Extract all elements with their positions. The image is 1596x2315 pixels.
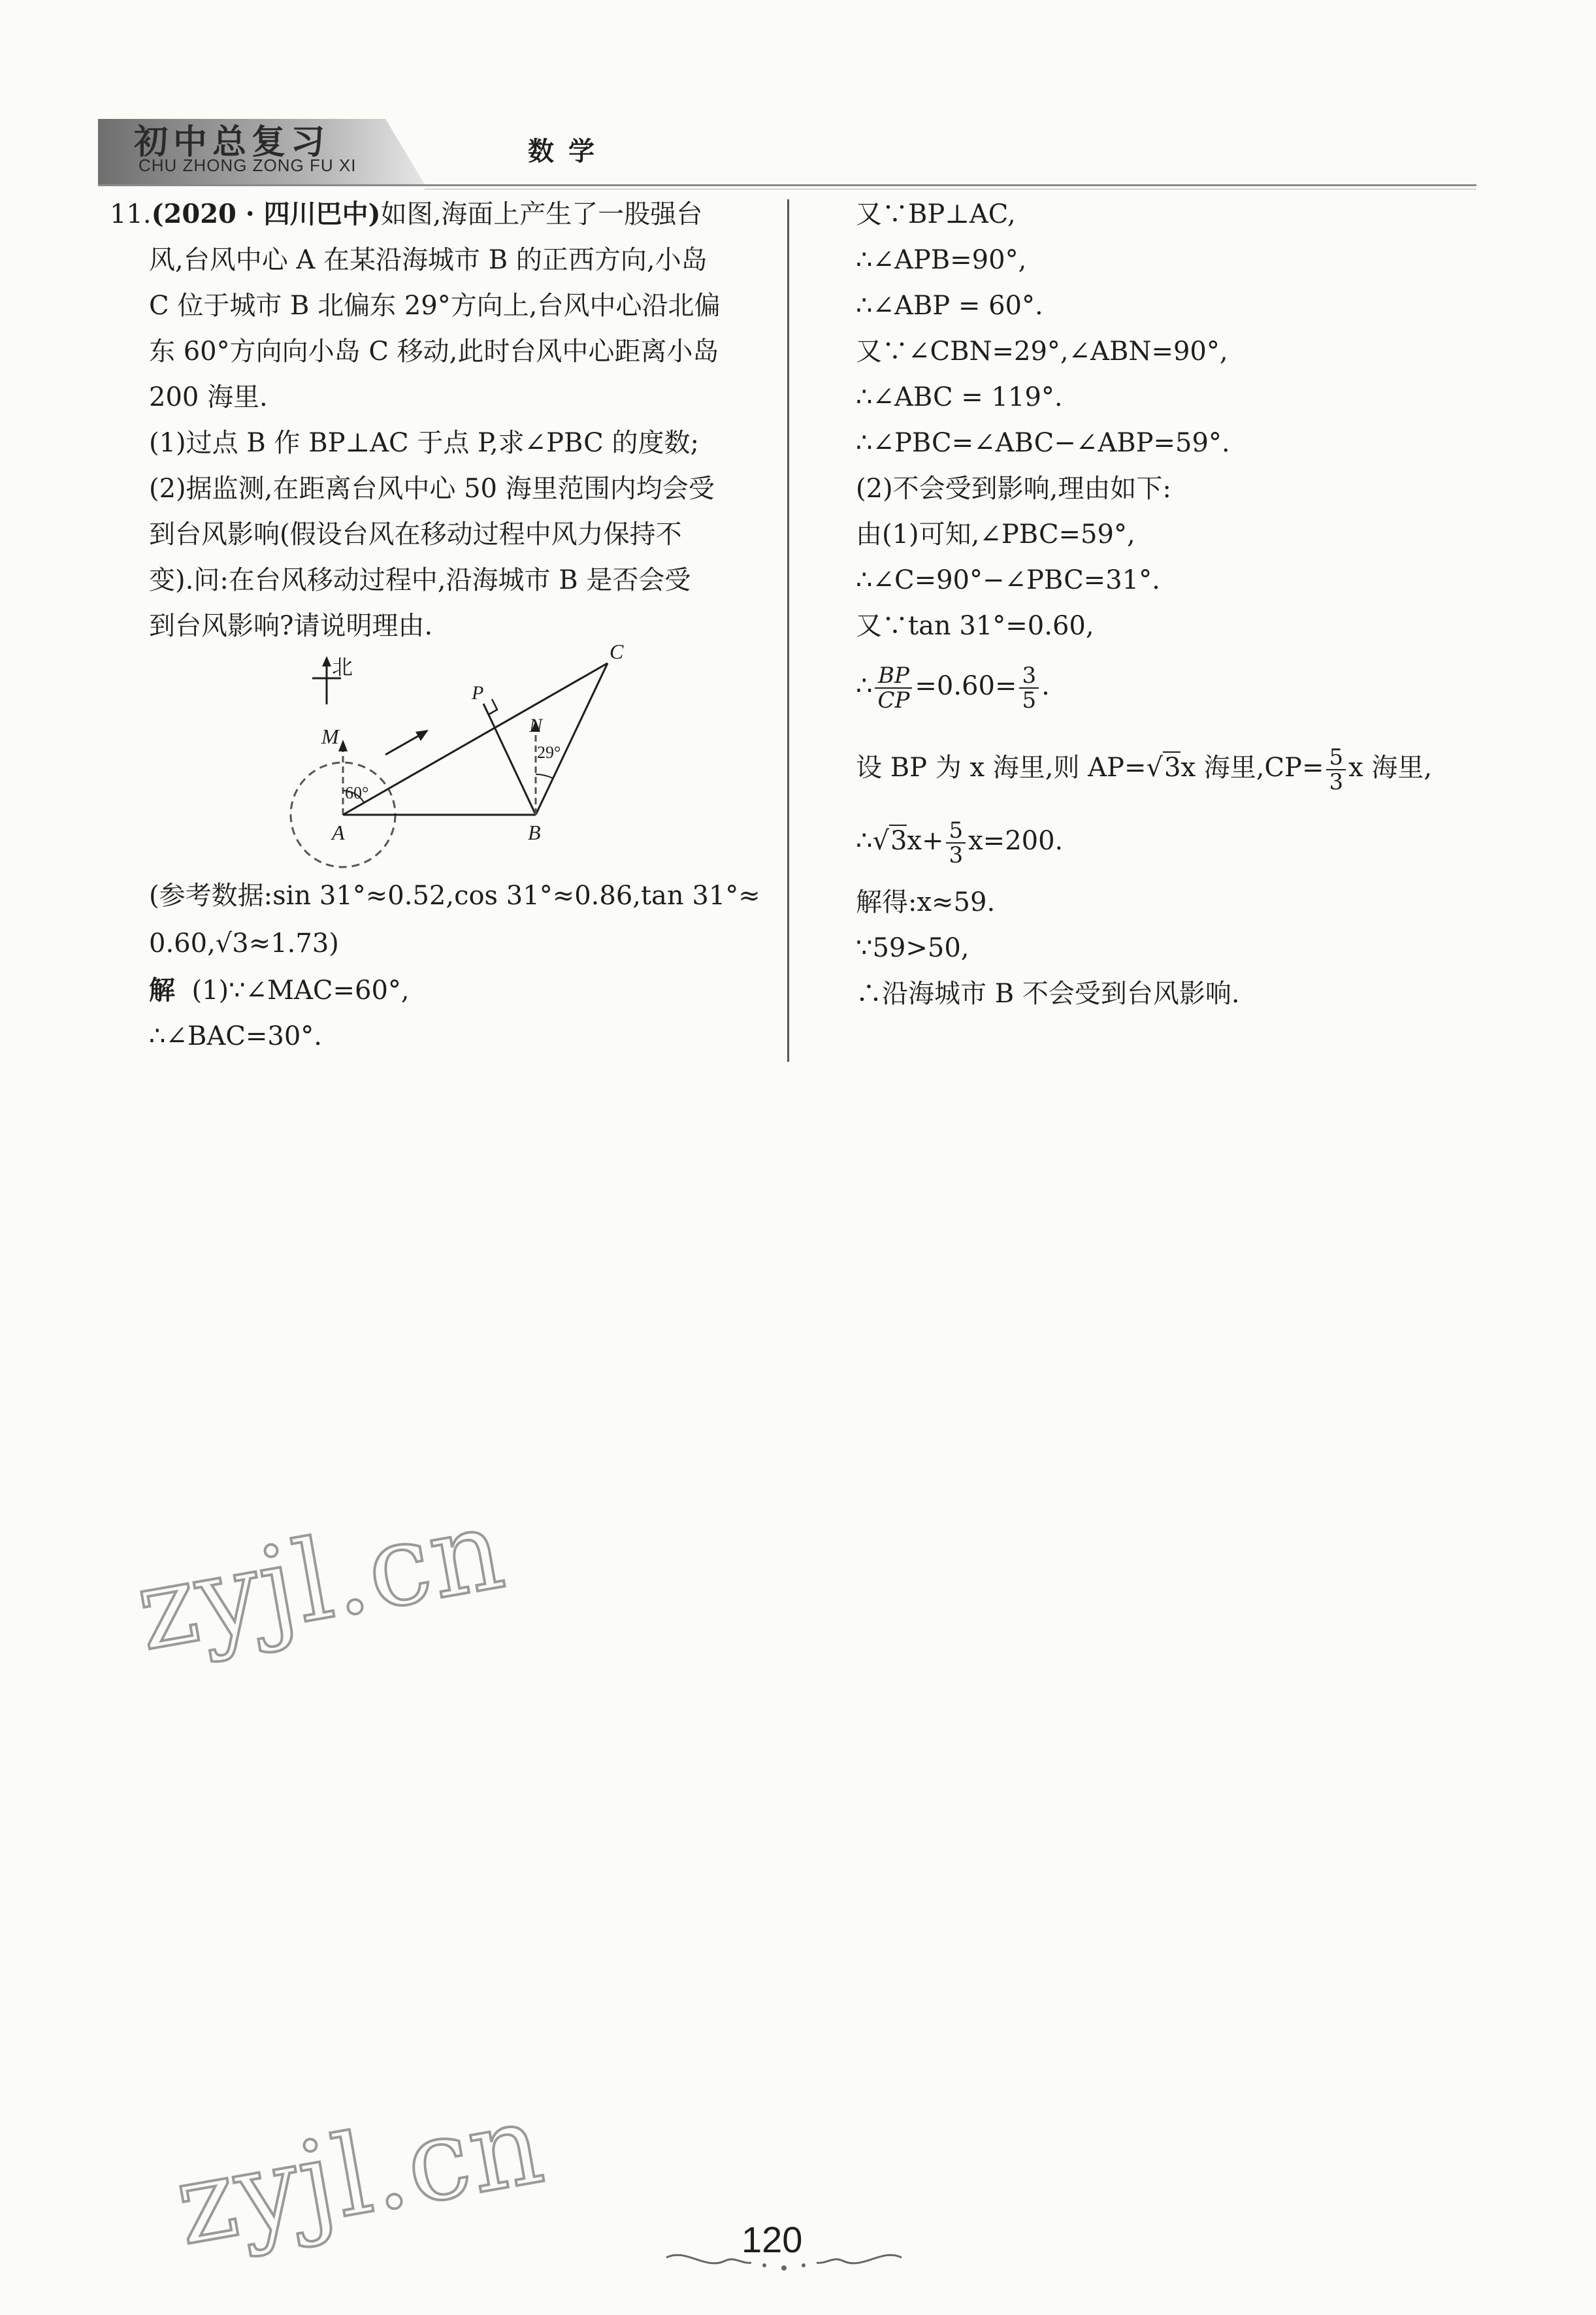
problem-source: (2020 · 四川巴中): [151, 199, 381, 229]
problem-part-2-line: 到台风影响?请说明理由.: [149, 611, 433, 641]
problem-stem-line: 风,台风中心 A 在某沿海城市 B 的正西方向,小岛: [149, 245, 708, 275]
solution-start-line: [149, 974, 410, 1008]
problem-part-2-line: 到台风影响(假设台风在移动过程中风力保持不: [149, 519, 682, 550]
solution-line: ∴∠APB=90°,: [856, 245, 1027, 275]
solution-label: 解: [149, 975, 175, 1006]
solution-line: 解得:x≈59.: [856, 887, 996, 917]
problem-stem-line: 东 60°方向向小岛 C 移动,此时台风中心距离小岛: [149, 337, 719, 367]
geometry-figure: [261, 627, 679, 876]
problem-part-1: (1)过点 B 作 BP⊥AC 于点 P,求∠PBC 的度数;: [149, 428, 699, 458]
problem-part-2-line: (2)据监测,在距离台风中心 50 海里范围内均会受: [149, 474, 715, 504]
header-series-title: 初中总复习: [134, 122, 331, 162]
angle-60-label: 60°: [345, 783, 369, 802]
column-divider: [787, 199, 789, 1062]
label-P: P: [472, 682, 484, 704]
watermark: zyjl.cn: [167, 2078, 553, 2271]
solution-line: (1)∵∠MAC=60°,: [191, 976, 410, 1006]
solution-conclusion: ∴沿海城市 B 不会受到台风影响.: [856, 979, 1240, 1009]
solution-line: 由(1)可知,∠PBC=59°,: [856, 519, 1135, 550]
label-B: B: [528, 821, 541, 844]
solution-line: ∵59>50,: [856, 933, 969, 963]
label-M: M: [321, 725, 339, 748]
problem-stem-line: 200 海里.: [149, 382, 268, 412]
label-N: N: [529, 715, 543, 736]
solution-setup-line: 设 BP 为 x 海里,则 AP=√3x 海里,CP= $\frac{5}{3}$ x 海里,: [856, 744, 1433, 795]
problem-number: 11.: [110, 199, 152, 229]
solution-line: (2)不会受到影响,理由如下:: [856, 474, 1171, 504]
solution-line: 又∵tan 31°=0.60,: [856, 611, 1094, 641]
header-subject: 数学: [528, 136, 609, 167]
solution-line: ∴∠ABC = 119°.: [856, 382, 1063, 412]
solution-line: ∴∠ABP = 60°.: [856, 291, 1043, 321]
movement-arrow-icon: [385, 733, 423, 755]
solution-ratio-line: ∴ $\frac{BP}{CP}$ =0.60= $\frac{3}{5}$ .: [856, 663, 1050, 714]
header-rule: [98, 184, 1476, 186]
problem-stem-line: C 位于城市 B 北偏东 29°方向上,台风中心沿北偏: [149, 291, 721, 321]
reference-data-line: 0.60,√3≈1.73): [149, 928, 339, 959]
solution-line: 又∵BP⊥AC,: [856, 199, 1016, 229]
label-A: A: [332, 821, 345, 844]
header-series-pinyin: CHU ZHONG ZONG FU XI: [138, 156, 357, 175]
right-angle-mark: [488, 699, 497, 715]
problem-stem-line: 如图,海面上产生了一股强台: [380, 199, 703, 229]
problem-first-line: [110, 197, 702, 231]
solution-equation-line: ∴√3x+ $\frac{5}{3}$ x=200.: [856, 817, 1064, 868]
segment-BC: [536, 663, 608, 815]
north-label: 北: [332, 655, 353, 679]
solution-line: ∴∠C=90°−∠PBC=31°.: [856, 565, 1160, 595]
reference-data-line: (参考数据:sin 31°≈0.52,cos 31°≈0.86,tan 31°≈: [149, 881, 760, 911]
angle-29-label: 29°: [537, 743, 561, 762]
page-number: 120: [741, 2219, 803, 2260]
watermark: zyjl.cn: [127, 1484, 514, 1676]
solution-line: 又∵∠CBN=29°,∠ABN=90°,: [856, 337, 1228, 367]
footer-ornament-icon: [660, 2244, 908, 2277]
solution-line: ∴∠BAC=30°.: [149, 1021, 322, 1051]
label-C: C: [610, 640, 624, 663]
solution-line: ∴∠PBC=∠ABC−∠ABP=59°.: [856, 428, 1230, 458]
problem-part-2-line: 变).问:在台风移动过程中,沿海城市 B 是否会受: [149, 565, 691, 595]
